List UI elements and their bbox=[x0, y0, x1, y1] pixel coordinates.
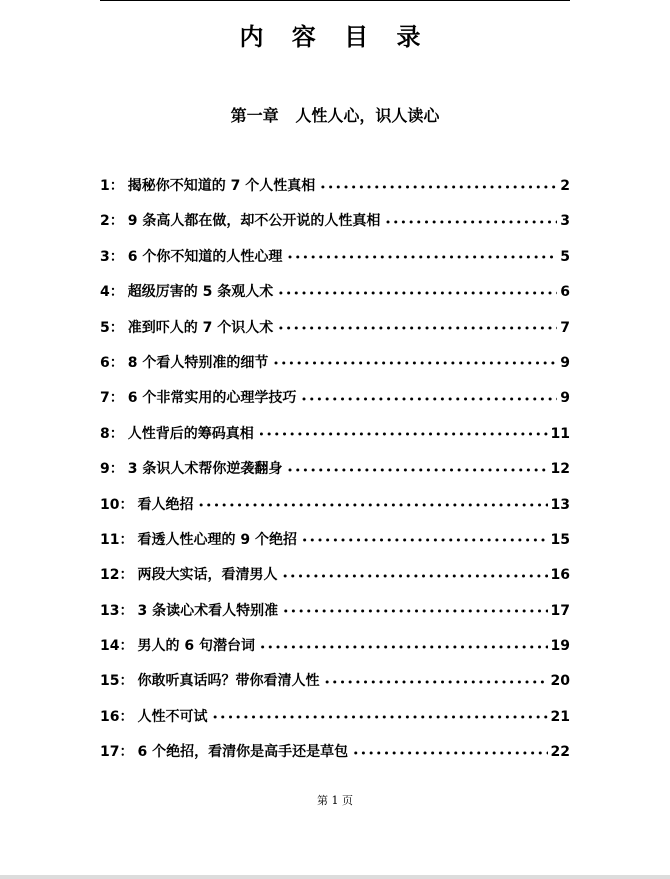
toc-dot-leader bbox=[213, 706, 547, 729]
toc-page-number: 20 bbox=[550, 673, 570, 690]
toc-entry-title: 9 条高人都在做，却不公开说的人性真相 bbox=[127, 213, 381, 230]
toc-entry-number: 5： bbox=[100, 319, 124, 336]
toc-entry-number: 3： bbox=[100, 248, 124, 265]
toc-entry-title: 人性不可试 bbox=[137, 708, 208, 725]
toc-dot-leader bbox=[288, 458, 547, 481]
toc-entry-number: 9： bbox=[100, 461, 124, 478]
toc-dot-leader bbox=[279, 281, 557, 304]
toc-page-number: 3 bbox=[560, 213, 570, 230]
toc-entry-number: 14： bbox=[100, 638, 134, 655]
toc-page-number: 16 bbox=[550, 567, 570, 584]
toc-entry-number: 8： bbox=[100, 425, 124, 442]
toc-entry-title: 看透人性心理的 9 个绝招 bbox=[137, 531, 297, 548]
toc-dot-leader bbox=[302, 387, 557, 410]
toc-entry[interactable] bbox=[100, 246, 570, 281]
toc-entry[interactable] bbox=[100, 423, 570, 458]
toc-entry-title: 6 个你不知道的人性心理 bbox=[127, 248, 283, 265]
toc-page-number: 13 bbox=[550, 496, 570, 513]
toc-entry-title: 你敢听真话吗？带你看清人性 bbox=[137, 673, 320, 690]
top-rule bbox=[100, 0, 570, 1]
toc-entry[interactable] bbox=[100, 281, 570, 316]
toc-entry-title: 3 条读心术看人特别准 bbox=[137, 602, 279, 619]
toc-entry-number: 10： bbox=[100, 496, 134, 513]
toc-entry[interactable] bbox=[100, 210, 570, 245]
toc-dot-leader bbox=[274, 352, 557, 375]
toc-dot-leader bbox=[260, 423, 548, 446]
toc-entry-title: 6 个非常实用的心理学技巧 bbox=[127, 390, 297, 407]
toc-dot-leader bbox=[261, 635, 548, 658]
toc-entry[interactable] bbox=[100, 529, 570, 564]
bottom-edge bbox=[0, 875, 670, 879]
toc-page-number: 5 bbox=[560, 248, 570, 265]
toc-entry[interactable] bbox=[100, 494, 570, 529]
toc-page-number: 9 bbox=[560, 354, 570, 371]
toc-entry[interactable] bbox=[100, 175, 570, 210]
document-title: 内 容 目 录 bbox=[239, 23, 431, 51]
toc-page-number: 12 bbox=[550, 461, 570, 478]
toc-entry[interactable] bbox=[100, 564, 570, 599]
toc-page-number: 2 bbox=[560, 178, 570, 194]
toc-entry-number: 12： bbox=[100, 567, 134, 584]
toc-entry-number: 4： bbox=[100, 284, 124, 301]
toc-entry-title: 超级厉害的 5 条观人术 bbox=[127, 284, 274, 301]
toc-dot-leader bbox=[284, 600, 547, 623]
toc-dot-leader bbox=[386, 210, 557, 233]
page-footer: 第 1 页 bbox=[317, 794, 353, 807]
toc-entry-title: 准到吓人的 7 个识人术 bbox=[127, 319, 274, 336]
toc-entry-title: 3 条识人术帮你逆袭翻身 bbox=[127, 461, 283, 478]
toc-page-number: 19 bbox=[550, 638, 570, 655]
toc-entry-title: 6 个绝招，看清你是高手还是草包 bbox=[137, 744, 349, 761]
toc-entry-number: 17： bbox=[100, 744, 134, 761]
toc-dot-leader bbox=[303, 529, 548, 552]
toc-entry-title: 8 个看人特别准的细节 bbox=[127, 354, 269, 371]
toc-entry-number: 2： bbox=[100, 213, 124, 230]
toc-entry-number: 7： bbox=[100, 390, 124, 407]
toc-entry-number: 16： bbox=[100, 708, 134, 725]
toc-dot-leader bbox=[283, 564, 547, 587]
toc-page-number: 15 bbox=[550, 531, 570, 548]
toc-page-number: 21 bbox=[550, 708, 570, 725]
toc-entry-number: 15： bbox=[100, 673, 134, 690]
toc-entry[interactable] bbox=[100, 352, 570, 387]
toc-entry[interactable] bbox=[100, 670, 570, 705]
toc-entry-title: 看人绝招 bbox=[137, 496, 194, 513]
toc-entry-number: 6： bbox=[100, 354, 124, 371]
chapter-heading: 第一章 人性人心，识人读心 bbox=[230, 106, 440, 125]
toc-entry[interactable] bbox=[100, 635, 570, 670]
toc-page-number: 9 bbox=[560, 390, 570, 407]
toc-page-number: 17 bbox=[550, 602, 570, 619]
toc-entry[interactable] bbox=[100, 600, 570, 635]
table-of-contents bbox=[100, 175, 570, 777]
toc-entry[interactable] bbox=[100, 458, 570, 493]
toc-entry-title: 人性背后的筹码真相 bbox=[127, 425, 254, 442]
toc-dot-leader bbox=[325, 670, 547, 693]
toc-page-number: 22 bbox=[550, 744, 570, 761]
toc-entry-title: 男人的 6 句潜台词 bbox=[137, 638, 255, 655]
toc-entry-title: 两段大实话，看清男人 bbox=[137, 567, 278, 584]
toc-entry[interactable] bbox=[100, 706, 570, 741]
toc-dot-leader bbox=[199, 494, 547, 517]
toc-page-number: 6 bbox=[560, 284, 570, 301]
toc-entry[interactable] bbox=[100, 317, 570, 352]
toc-entry-number: 13： bbox=[100, 602, 134, 619]
toc-dot-leader bbox=[279, 317, 557, 340]
toc-page-number: 11 bbox=[550, 425, 570, 442]
toc-entry-number: 11： bbox=[100, 531, 134, 548]
toc-entry-title: 揭秘你不知道的 7 个人性真相 bbox=[127, 178, 316, 194]
toc-entry[interactable] bbox=[100, 741, 570, 776]
toc-dot-leader bbox=[288, 246, 557, 269]
toc-entry[interactable] bbox=[100, 387, 570, 422]
toc-page-number: 7 bbox=[560, 319, 570, 336]
toc-dot-leader bbox=[354, 741, 547, 764]
toc-entry-number: 1： bbox=[100, 178, 124, 194]
toc-dot-leader bbox=[321, 175, 557, 198]
